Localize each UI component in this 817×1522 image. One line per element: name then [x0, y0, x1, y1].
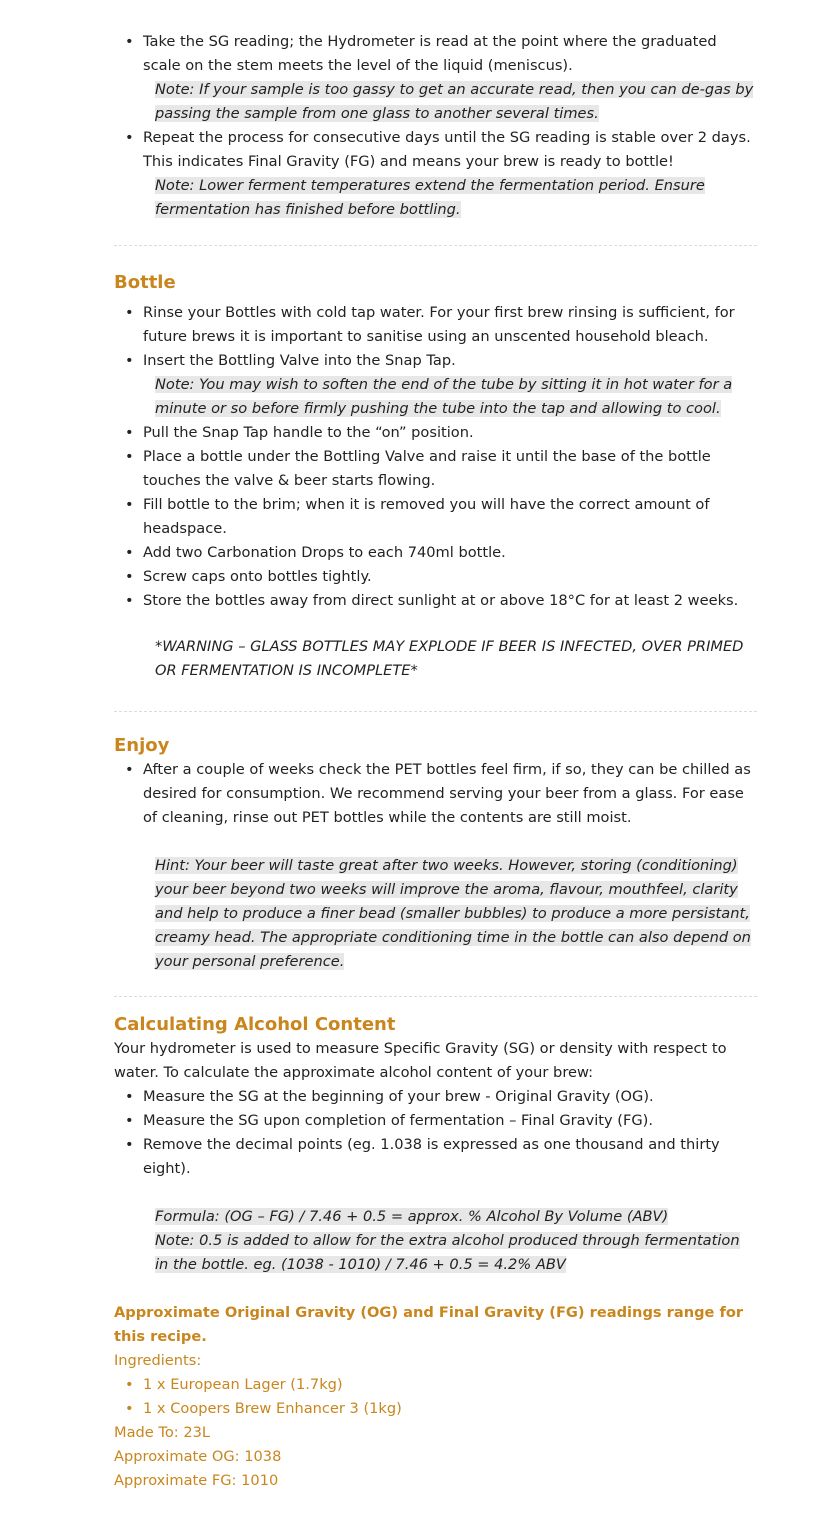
section-divider	[114, 245, 757, 246]
gassy-note: Note: If your sample is too gassy to get an accurate read, then you can de-gas by passing the sample from one glass to another several times.	[155, 81, 754, 122]
ferment-steps-list	[114, 30, 757, 222]
alcohol-heading: Calculating Alcohol Content	[114, 1014, 396, 1035]
approx-fg: Approximate FG: 1010	[114, 1472, 279, 1489]
list-item	[143, 30, 757, 126]
list-item: • Rinse your Bottles with cold tap water. For your first brew rinsing is sufficient, for future brews it is important to sanitise using an unscented household bleach.	[143, 301, 757, 349]
list-item: • Fill bottle to the brim; when it is removed you will have the correct amount of headspace.	[143, 493, 757, 541]
made-to: Made To: 23L	[114, 1424, 211, 1441]
list-item: • Store the bottles away from direct sunlight at or above 18°C for at least 2 weeks.	[143, 589, 757, 613]
list-item: • 1 x European Lager (1.7kg)	[143, 1373, 757, 1397]
conditioning-hint: Hint: Your beer will taste great after two weeks. However, storing (conditioning) your beer beyond two weeks will improve the aroma, flavour, mouthfeel, clarity and help to produce a finer bead (smaller bubbles) to produce a more persistant, creamy head. The appropriate conditioning time in the bottle can also depend on your personal preference.	[155, 857, 751, 970]
enjoy-heading: Enjoy	[114, 735, 170, 756]
formula-note: Note: 0.5 is added to allow for the extra alcohol produced through fermentation in the bottle. eg. (1038 - 1010) / 7.46 + 0.5 = 4.2% ABV	[155, 1232, 740, 1273]
formula-block	[155, 1205, 757, 1277]
list-item: • Add two Carbonation Drops to each 740ml bottle.	[143, 541, 757, 565]
section-divider	[114, 711, 757, 712]
approx-og: Approximate OG: 1038	[114, 1448, 282, 1465]
list-item: • Pull the Snap Tap handle to the “on” position.	[143, 421, 757, 445]
step-repeat: Repeat the process for consecutive days until the SG reading is stable over 2 days. This indicates Final Gravity (FG) and means your brew is ready to bottle!	[143, 129, 751, 170]
enjoy-list	[114, 758, 757, 830]
list-item: • Insert the Bottling Valve into the Snap Tap. Note: You may wish to soften the end of the tube by sitting it in hot water for a minute or so before firmly pushing the tube into the tap and allowing to cool.	[143, 349, 757, 421]
list-item: • Measure the SG at the beginning of your brew - Original Gravity (OG).	[143, 1085, 757, 1109]
recipe-gravity-heading: Approximate Original Gravity (OG) and Final Gravity (FG) readings range for this recipe.	[114, 1304, 744, 1345]
section-divider	[114, 996, 757, 997]
list-item: • Screw caps onto bottles tightly.	[143, 565, 757, 589]
bottle-heading: Bottle	[114, 272, 176, 293]
list-item: • Place a bottle under the Bottling Valve and raise it until the base of the bottle touches the valve & beer starts flowing.	[143, 445, 757, 493]
bottle-steps-list	[114, 301, 757, 613]
list-item	[143, 126, 757, 222]
alcohol-intro: Your hydrometer is used to measure Specific Gravity (SG) or density with respect to water. To calculate the approximate alcohol content of your brew:	[114, 1040, 727, 1081]
list-item: • Measure the SG upon completion of fermentation – Final Gravity (FG).	[143, 1109, 757, 1133]
alcohol-steps-list	[114, 1085, 757, 1181]
ingredients-list	[114, 1373, 757, 1421]
ingredients-label: Ingredients:	[114, 1352, 202, 1369]
list-item: • After a couple of weeks check the PET bottles feel firm, if so, they can be chilled as desired for consumption. We recommend serving your beer from a glass. For ease of cleaning, rinse out PET bottles while the contents are still moist.	[143, 758, 757, 830]
recipe-info	[114, 1301, 757, 1493]
formula: Formula: (OG – FG) / 7.46 + 0.5 = approx. % Alcohol By Volume (ABV)	[155, 1208, 669, 1225]
list-item: • Remove the decimal points (eg. 1.038 is expressed as one thousand and thirty eight).	[143, 1133, 757, 1181]
list-item: • 1 x Coopers Brew Enhancer 3 (1kg)	[143, 1397, 757, 1421]
step-sg-reading: Take the SG reading; the Hydrometer is read at the point where the graduated scale on the stem meets the level of the liquid (meniscus).	[143, 33, 717, 74]
valve-note: Note: You may wish to soften the end of the tube by sitting it in hot water for a minute or so before firmly pushing the tube into the tap and allowing to cool.	[155, 376, 733, 417]
temperature-note: Note: Lower ferment temperatures extend the fermentation period. Ensure fermentation has finished before bottling.	[155, 177, 705, 218]
glass-warning: *WARNING – GLASS BOTTLES MAY EXPLODE IF BEER IS INFECTED, OVER PRIMED OR FERMENTATION IS INCOMPLETE*	[155, 638, 744, 679]
